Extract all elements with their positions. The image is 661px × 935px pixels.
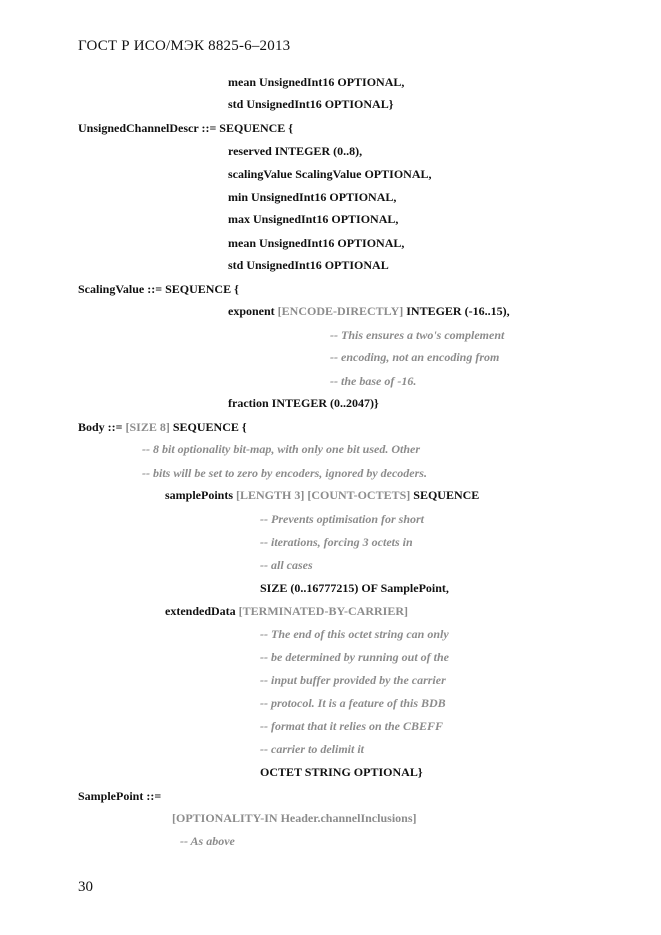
code-line [228,167,431,181]
code-line [260,558,313,572]
code-line [260,581,449,595]
code-line [260,765,423,779]
code-line [142,466,427,480]
encoding-instruction: [TERMINATED-BY-CARRIER] [238,604,409,618]
code-text: SEQUENCE { [169,420,247,434]
code-line [260,650,449,664]
code-comment: -- As above [180,834,235,848]
encoding-instruction: [LENGTH 3] [COUNT-OCTETS] [236,488,411,502]
code-line [260,719,443,733]
code-text: std UnsignedInt16 OPTIONAL} [228,97,394,111]
code-text: UnsignedChannelDescr ::= SEQUENCE { [78,121,294,135]
code-line [228,75,404,89]
code-comment: -- iterations, forcing 3 octets in [260,535,413,549]
code-line [228,396,379,410]
code-text: std UnsignedInt16 OPTIONAL [228,258,389,272]
encoding-instruction: [OPTIONALITY-IN Header.channelInclusions] [172,811,417,825]
code-line [260,742,364,756]
code-line [228,258,389,272]
code-comment: -- input buffer provided by the carrier [260,673,446,687]
code-line [78,282,239,296]
code-text: fraction INTEGER (0..2047)} [228,396,379,410]
code-line [142,442,420,456]
encoding-instruction: [ENCODE-DIRECTLY] [277,304,404,318]
code-line [228,144,362,158]
code-text: ScalingValue ::= SEQUENCE { [78,282,239,296]
code-comment: -- protocol. It is a feature of this BDB [260,696,446,710]
page-number: 30 [78,879,93,895]
code-text: SIZE (0..16777215) OF SamplePoint, [260,581,449,595]
code-line [260,535,413,549]
code-comment: -- encoding, not an encoding from [330,350,500,364]
code-text: samplePoints [165,488,237,502]
code-comment: -- This ensures a two's complement [330,328,505,342]
code-comment: -- format that it relies on the CBEFF [260,719,444,733]
code-line [260,673,446,687]
code-text: INTEGER (-16..15), [403,304,510,318]
code-line [330,350,499,364]
code-text: mean UnsignedInt16 OPTIONAL, [228,236,405,250]
code-comment: -- Prevents optimisation for short [260,512,425,526]
code-text: OCTET STRING OPTIONAL} [260,765,423,779]
code-line [260,512,424,526]
code-line [330,374,416,388]
code-line [228,304,510,318]
code-text: scalingValue ScalingValue OPTIONAL, [228,167,432,181]
code-line [228,97,393,111]
code-line [228,236,404,250]
code-comment: -- The end of this octet string can only [260,627,449,641]
code-comment: -- carrier to delimit it [260,742,364,756]
code-line [78,789,161,803]
code-comment: -- bits will be set to zero by encoders, ignored by decoders. [142,466,427,480]
code-text: mean UnsignedInt16 OPTIONAL, [228,75,405,89]
code-line [78,420,247,434]
code-text: extendedData [165,604,239,618]
code-line [260,696,446,710]
code-line [165,488,479,502]
code-text: max UnsignedInt16 OPTIONAL, [228,212,399,226]
code-comment: -- all cases [260,558,313,572]
code-line [172,811,417,825]
document-header: ГОСТ Р ИСО/МЭК 8825-6–2013 [78,38,291,54]
code-text: reserved INTEGER (0..8), [228,144,363,158]
code-text: SEQUENCE [410,488,480,502]
code-comment: -- the base of -16. [330,374,417,388]
code-comment: -- be determined by running out of the [260,650,450,664]
code-comment: -- 8 bit optionality bit-map, with only one bit used. Other [142,442,421,456]
code-line [165,604,408,618]
code-text: SamplePoint ::= [78,789,162,803]
code-line [260,627,449,641]
code-line [228,212,398,226]
code-line [330,328,504,342]
code-text: Body ::= [78,420,126,434]
code-line [78,121,293,135]
code-text: min UnsignedInt16 OPTIONAL, [228,190,397,204]
code-line [228,190,396,204]
code-line [180,834,235,848]
code-text: exponent [228,304,278,318]
encoding-instruction: [SIZE 8] [125,420,170,434]
